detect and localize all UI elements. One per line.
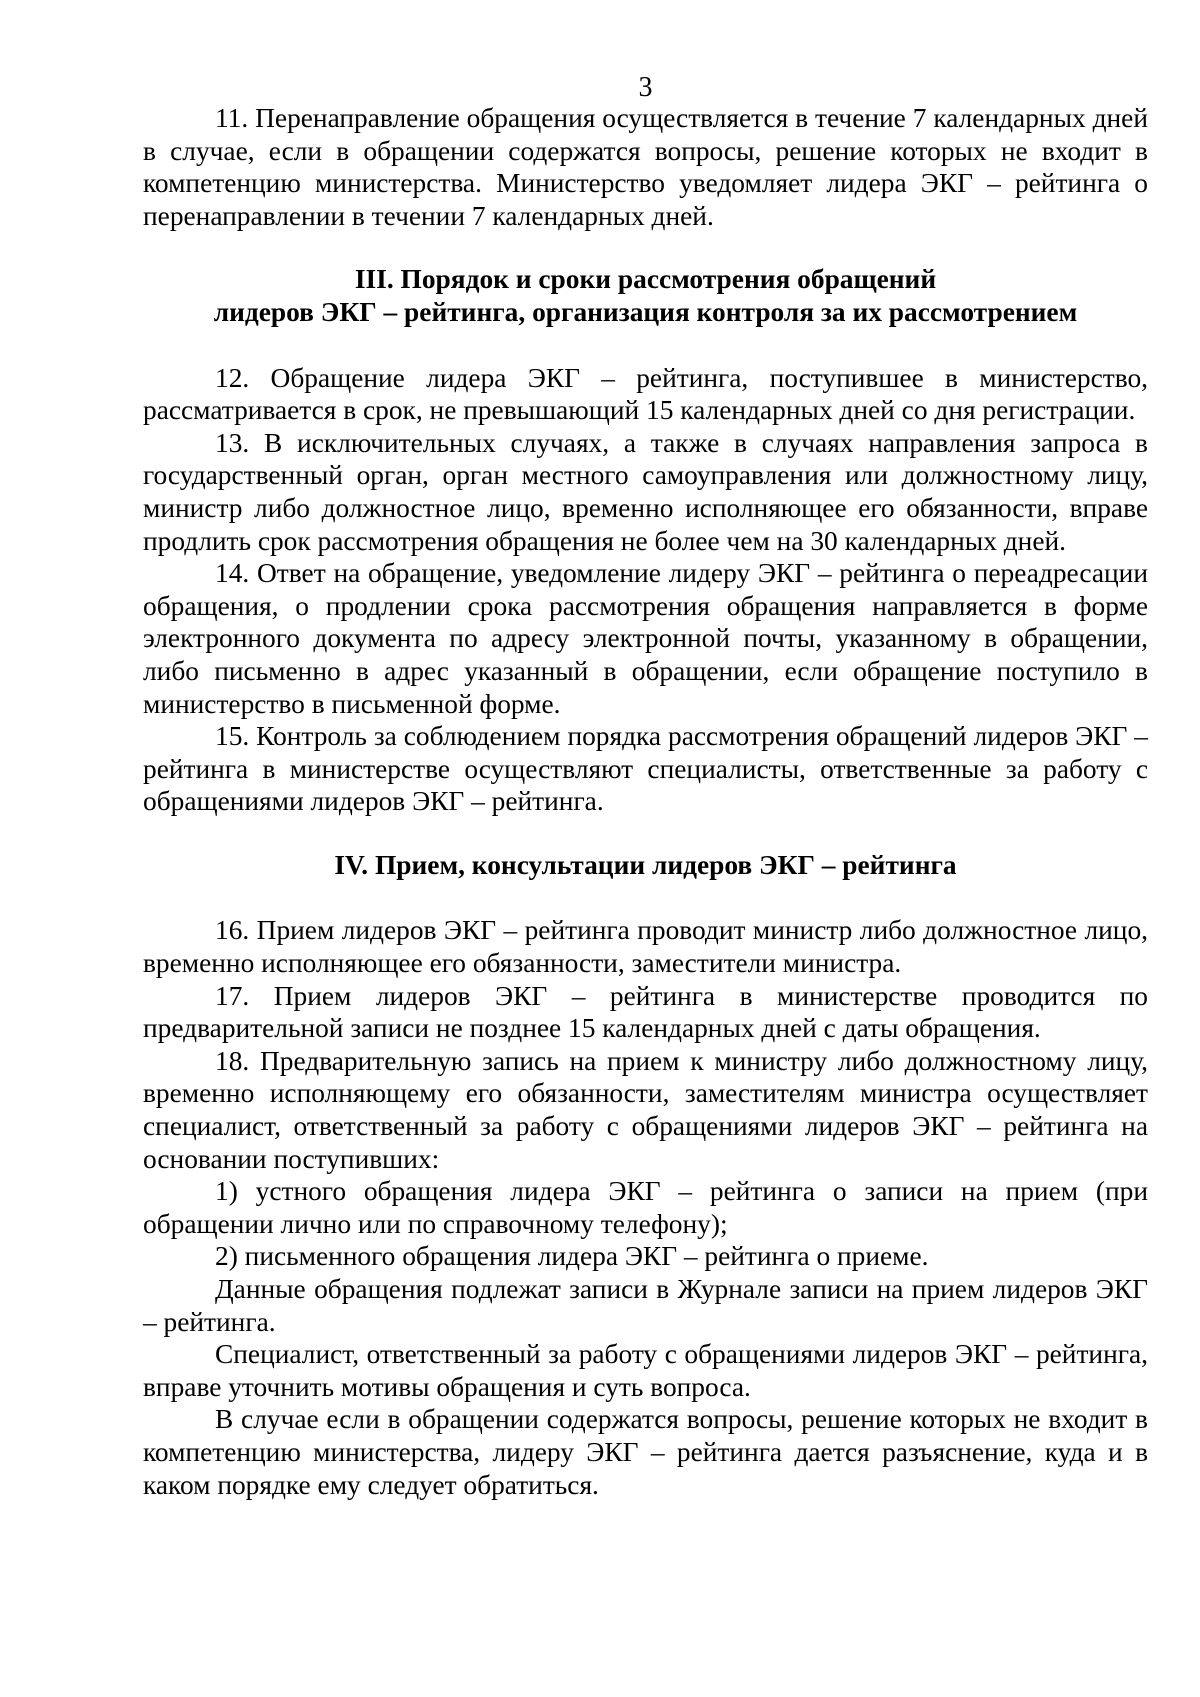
paragraph-16: 16. Прием лидеров ЭКГ – рейтинга проводит министр либо должностное лицо, временно исполняющее его обязанности, заместители министра. — [143, 915, 1148, 979]
paragraph-18-item-1: 1) устного обращения лидера ЭКГ – рейтинга о записи на прием (при обращении лично или по справочному телефону); — [143, 1176, 1148, 1239]
spacer — [143, 232, 1148, 263]
section-3-heading-line-1: III. Порядок и сроки рассмотрения обращений — [354, 264, 937, 295]
paragraph-18-item-2: 2) письменного обращения лидера ЭКГ – рейтинга о приеме. — [215, 1241, 929, 1272]
paragraph-17: 17. Прием лидеров ЭКГ – рейтинга в министерстве проводится по предварительной записи не позднее 15 календарных дней с даты обращения. — [143, 980, 1148, 1044]
section-3-heading-line-2: лидеров ЭКГ – рейтинга, организация контроля за их рассмотрением — [213, 296, 1078, 327]
paragraph-14: 14. Ответ на обращение, уведомление лидеру ЭКГ – рейтинга о переадресации обращения, о продлении срока рассмотрения обращения направляется в форме электронного документа по адресу электронной почты, указанному в обращении, либо письменно в адрес указанный в обращении, если обращение поступило в министерство в письменной форме. — [143, 558, 1148, 719]
section-4-heading: IV. Прием, консультации лидеров ЭКГ – рейтинга — [334, 849, 957, 880]
paragraph-11: 11. Перенаправление обращения осуществляется в течение 7 календарных дней в случае, если в обращении содержатся вопросы, решение которых не входит в компетенцию министерства. Министерство уведомляет лидера ЭКГ – рейтинга о перенаправлении в течении 7 календарных дней. — [143, 103, 1148, 231]
paragraph-12: 12. Обращение лидера ЭКГ – рейтинга, поступившее в министерство, рассматривается в срок, не превышающий 15 календарных дней со дня регистрации. — [143, 362, 1148, 426]
paragraph-outside-competence: В случае если в обращении содержатся вопросы, решение которых не входит в компетенцию министерства, лидеру ЭКГ – рейтинга дается разъяснение, куда и в каком порядке ему следует обратиться. — [143, 1404, 1148, 1500]
spacer — [143, 881, 1148, 914]
spacer — [143, 329, 1148, 362]
spacer — [143, 818, 1148, 849]
page-number: 3 — [638, 72, 653, 103]
paragraph-13: 13. В исключительных случаях, а также в случаях направления запроса в государственный орган, орган местного самоуправления или должностному лицу, министр либо должностное лицо, временно исполняющее его обязанности, вправе продлить срок рассмотрения обращения не более чем на 30 календарных дней. — [143, 427, 1148, 556]
paragraph-specialist: Специалист, ответственный за работу с обращениями лидеров ЭКГ – рейтинга, вправе уточнить мотивы обращения и суть вопроса. — [143, 1339, 1148, 1402]
paragraph-15: 15. Контроль за соблюдением порядка рассмотрения обращений лидеров ЭКГ – рейтинга в министерстве осуществляют специалисты, ответственные за работу с обращениями лидеров ЭКГ – рейтинга. — [143, 721, 1148, 817]
paragraph-journal: Данные обращения подлежат записи в Журнале записи на прием лидеров ЭКГ – рейтинга. — [143, 1274, 1148, 1337]
paragraph-18: 18. Предварительную запись на прием к министру либо должностному лицу, временно исполняющему его обязанности, заместителям министра осуществляет специалист, ответственный за работу с обращениями лидеров ЭКГ – рейтинга на основании поступивших: — [143, 1045, 1148, 1174]
